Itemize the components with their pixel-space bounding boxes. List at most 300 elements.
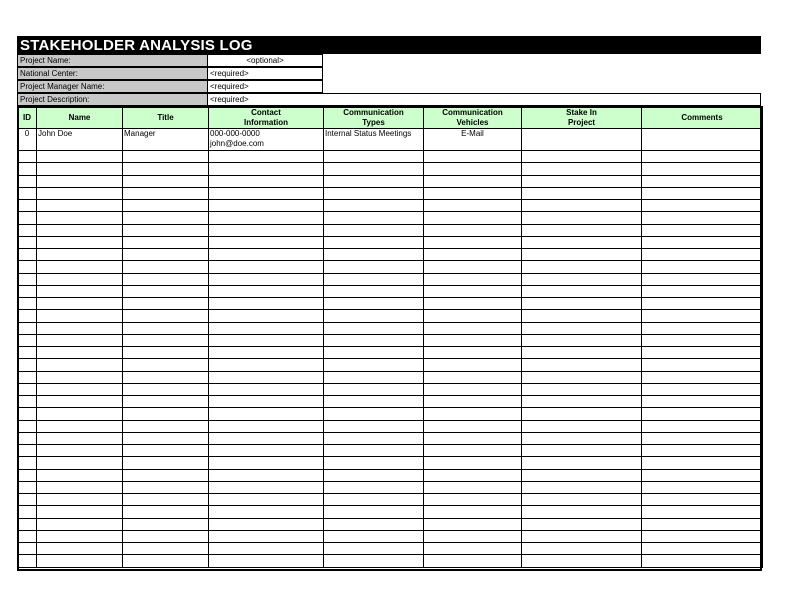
table-cell[interactable] [18, 261, 37, 273]
table-cell[interactable] [424, 298, 522, 310]
table-cell[interactable] [37, 408, 123, 420]
table-cell[interactable] [37, 224, 123, 236]
table-cell[interactable] [324, 310, 424, 322]
table-cell[interactable] [209, 481, 324, 493]
table-cell[interactable] [123, 236, 209, 248]
table-cell[interactable] [424, 383, 522, 395]
table-cell[interactable] [209, 187, 324, 199]
national-center-label: National Center: [17, 67, 208, 80]
table-cell[interactable] [18, 273, 37, 285]
table-cell[interactable] [37, 298, 123, 310]
table-cell[interactable] [209, 494, 324, 506]
cell-id[interactable]: 0 [18, 129, 37, 151]
table-cell[interactable] [522, 334, 642, 346]
table-cell[interactable] [123, 212, 209, 224]
header-stake-in-project: Stake In Project [522, 107, 642, 129]
project-name-field[interactable]: <optional> [207, 54, 323, 67]
table-cell[interactable] [424, 555, 522, 567]
table-cell[interactable] [324, 334, 424, 346]
table-cell[interactable] [642, 518, 763, 530]
table-cell[interactable] [209, 322, 324, 334]
table-cell[interactable] [18, 236, 37, 248]
table-cell[interactable] [123, 163, 209, 175]
table-cell[interactable] [642, 285, 763, 297]
table-row [18, 543, 763, 555]
table-cell[interactable] [123, 420, 209, 432]
table-cell[interactable] [18, 187, 37, 199]
table-cell[interactable] [522, 530, 642, 542]
table-cell[interactable] [424, 530, 522, 542]
table-cell[interactable] [18, 322, 37, 334]
table-cell[interactable] [642, 151, 763, 163]
table-cell[interactable] [123, 175, 209, 187]
table-cell[interactable] [324, 457, 424, 469]
table-cell[interactable] [37, 273, 123, 285]
table-row [18, 224, 763, 236]
table-cell[interactable] [37, 543, 123, 555]
table-cell[interactable] [324, 518, 424, 530]
table-cell[interactable] [123, 506, 209, 518]
table-cell[interactable] [123, 371, 209, 383]
table-cell[interactable] [209, 506, 324, 518]
table-cell[interactable] [324, 236, 424, 248]
table-cell[interactable] [522, 457, 642, 469]
table-cell[interactable] [642, 506, 763, 518]
table-row [18, 518, 763, 530]
table-cell[interactable] [37, 163, 123, 175]
table-cell[interactable] [522, 151, 642, 163]
table-cell[interactable] [324, 396, 424, 408]
table-cell[interactable] [18, 310, 37, 322]
table-cell[interactable] [522, 371, 642, 383]
table-cell[interactable] [37, 383, 123, 395]
table-cell[interactable] [522, 249, 642, 261]
table-cell[interactable] [209, 420, 324, 432]
table-cell[interactable] [209, 224, 324, 236]
table-cell[interactable] [18, 506, 37, 518]
table-cell[interactable] [123, 359, 209, 371]
table-row [18, 298, 763, 310]
table-cell[interactable] [324, 200, 424, 212]
table-cell[interactable] [18, 530, 37, 542]
table-cell[interactable] [642, 555, 763, 567]
table-cell[interactable] [642, 212, 763, 224]
table-cell[interactable] [324, 212, 424, 224]
cell-stake[interactable] [522, 129, 642, 151]
table-cell[interactable] [642, 530, 763, 542]
table-cell[interactable] [324, 420, 424, 432]
table-cell[interactable] [324, 506, 424, 518]
table-cell[interactable] [37, 334, 123, 346]
table-cell[interactable] [642, 457, 763, 469]
table-cell[interactable] [522, 187, 642, 199]
table-cell[interactable] [522, 347, 642, 359]
table-cell[interactable] [209, 518, 324, 530]
table-cell[interactable] [123, 187, 209, 199]
table-cell[interactable] [642, 261, 763, 273]
table-cell[interactable] [18, 334, 37, 346]
table-cell[interactable] [642, 420, 763, 432]
table-cell[interactable] [123, 481, 209, 493]
table-cell[interactable] [123, 396, 209, 408]
table-cell[interactable] [37, 420, 123, 432]
table-cell[interactable] [123, 151, 209, 163]
table-cell[interactable] [522, 420, 642, 432]
table-cell[interactable] [37, 151, 123, 163]
table-cell[interactable] [37, 187, 123, 199]
table-cell[interactable] [123, 408, 209, 420]
table-row [18, 285, 763, 297]
table-row [18, 322, 763, 334]
table-cell[interactable] [642, 175, 763, 187]
table-cell[interactable] [642, 481, 763, 493]
table-cell[interactable] [123, 383, 209, 395]
table-cell[interactable] [18, 249, 37, 261]
table-cell[interactable] [324, 383, 424, 395]
table-cell[interactable] [123, 347, 209, 359]
table-cell[interactable] [123, 445, 209, 457]
table-cell[interactable] [37, 494, 123, 506]
table-cell[interactable] [424, 494, 522, 506]
cell-name[interactable]: John Doe [37, 129, 123, 151]
table-cell[interactable] [642, 469, 763, 481]
table-cell[interactable] [37, 322, 123, 334]
table-cell[interactable] [522, 432, 642, 444]
project-manager-field[interactable]: <required> [207, 80, 323, 93]
table-cell[interactable] [424, 151, 522, 163]
table-cell[interactable] [324, 187, 424, 199]
table-cell[interactable] [209, 175, 324, 187]
table-cell[interactable] [37, 359, 123, 371]
table-cell[interactable] [424, 249, 522, 261]
table-cell[interactable] [209, 163, 324, 175]
table-cell[interactable] [37, 212, 123, 224]
table-cell[interactable] [522, 273, 642, 285]
table-cell[interactable] [522, 494, 642, 506]
table-cell[interactable] [209, 530, 324, 542]
table-cell[interactable] [424, 347, 522, 359]
table-cell[interactable] [123, 285, 209, 297]
table-cell[interactable] [642, 236, 763, 248]
table-cell[interactable] [123, 298, 209, 310]
table-cell[interactable] [123, 261, 209, 273]
table-cell[interactable] [18, 371, 37, 383]
table-cell[interactable] [642, 224, 763, 236]
table-cell[interactable] [424, 469, 522, 481]
table-cell[interactable] [209, 151, 324, 163]
table-cell[interactable] [642, 494, 763, 506]
table-cell[interactable] [324, 371, 424, 383]
cell-comm-types[interactable]: Internal Status Meetings [324, 129, 424, 151]
table-cell[interactable] [18, 432, 37, 444]
table-cell[interactable] [209, 236, 324, 248]
table-cell[interactable] [642, 383, 763, 395]
table-cell[interactable] [37, 481, 123, 493]
table-cell[interactable] [424, 420, 522, 432]
table-cell[interactable] [37, 310, 123, 322]
table-cell[interactable] [424, 543, 522, 555]
table-cell[interactable] [642, 445, 763, 457]
table-cell[interactable] [522, 396, 642, 408]
table-cell[interactable] [37, 347, 123, 359]
table-cell[interactable] [642, 249, 763, 261]
table-cell[interactable] [522, 555, 642, 567]
header-name: Name [37, 107, 123, 129]
table-cell[interactable] [522, 359, 642, 371]
table-cell[interactable] [324, 273, 424, 285]
table-cell[interactable] [642, 359, 763, 371]
table-cell[interactable] [522, 408, 642, 420]
table-cell[interactable] [324, 481, 424, 493]
cell-comments[interactable] [642, 129, 763, 151]
table-cell[interactable] [522, 175, 642, 187]
table-cell[interactable] [424, 285, 522, 297]
table-cell[interactable] [424, 236, 522, 248]
table-cell[interactable] [18, 212, 37, 224]
table-cell[interactable] [522, 163, 642, 175]
table-cell[interactable] [522, 200, 642, 212]
table-cell[interactable] [37, 506, 123, 518]
table-cell[interactable] [37, 236, 123, 248]
table-cell[interactable] [37, 249, 123, 261]
table-cell[interactable] [123, 310, 209, 322]
table-cell[interactable] [522, 383, 642, 395]
table-cell[interactable] [324, 408, 424, 420]
table-cell[interactable] [424, 506, 522, 518]
table-cell[interactable] [18, 420, 37, 432]
table-cell[interactable] [522, 310, 642, 322]
table-cell[interactable] [424, 163, 522, 175]
table-cell[interactable] [642, 347, 763, 359]
table-cell[interactable] [424, 322, 522, 334]
table-cell[interactable] [37, 469, 123, 481]
table-cell[interactable] [209, 273, 324, 285]
table-cell[interactable] [324, 530, 424, 542]
table-cell[interactable] [522, 322, 642, 334]
table-cell[interactable] [324, 555, 424, 567]
table-cell[interactable] [123, 518, 209, 530]
table-cell[interactable] [123, 273, 209, 285]
table-cell[interactable] [18, 457, 37, 469]
cell-title[interactable]: Manager [123, 129, 209, 151]
table-cell[interactable] [37, 371, 123, 383]
header-communication-vehicles: Communication Vehicles [424, 107, 522, 129]
table-cell[interactable] [642, 298, 763, 310]
table-cell[interactable] [424, 212, 522, 224]
table-cell[interactable] [37, 285, 123, 297]
table-cell[interactable] [18, 359, 37, 371]
table-cell[interactable] [522, 469, 642, 481]
national-center-field[interactable]: <required> [207, 67, 323, 80]
table-cell[interactable] [37, 432, 123, 444]
table-cell[interactable] [37, 396, 123, 408]
table-cell[interactable] [123, 543, 209, 555]
table-cell[interactable] [209, 285, 324, 297]
table-cell[interactable] [18, 518, 37, 530]
table-row [18, 432, 763, 444]
table-cell[interactable] [209, 408, 324, 420]
table-cell[interactable] [37, 445, 123, 457]
table-cell[interactable] [37, 200, 123, 212]
table-cell[interactable] [18, 543, 37, 555]
table-cell[interactable] [424, 396, 522, 408]
table-cell[interactable] [324, 261, 424, 273]
table-cell[interactable] [522, 236, 642, 248]
table-cell[interactable] [522, 285, 642, 297]
table-cell[interactable] [522, 261, 642, 273]
table-cell[interactable] [209, 261, 324, 273]
table-cell[interactable] [324, 175, 424, 187]
table-cell[interactable] [424, 175, 522, 187]
header-communication-types: Communication Types [324, 107, 424, 129]
table-cell[interactable] [642, 408, 763, 420]
table-cell[interactable] [18, 298, 37, 310]
table-cell[interactable] [642, 432, 763, 444]
table-cell[interactable] [123, 249, 209, 261]
table-cell[interactable] [424, 518, 522, 530]
table-cell[interactable] [424, 224, 522, 236]
table-cell[interactable] [522, 298, 642, 310]
table-cell[interactable] [209, 457, 324, 469]
table-cell[interactable] [123, 457, 209, 469]
table-cell[interactable] [209, 543, 324, 555]
table-cell[interactable] [642, 543, 763, 555]
table-cell[interactable] [209, 371, 324, 383]
cell-contact[interactable] [209, 129, 324, 151]
table-cell[interactable] [209, 396, 324, 408]
table-cell[interactable] [18, 494, 37, 506]
table-cell[interactable] [123, 555, 209, 567]
table-cell[interactable] [424, 481, 522, 493]
table-cell[interactable] [424, 334, 522, 346]
table-cell[interactable] [18, 347, 37, 359]
table-cell[interactable] [324, 359, 424, 371]
table-cell[interactable] [18, 163, 37, 175]
table-cell[interactable] [324, 347, 424, 359]
table-row [18, 212, 763, 224]
table-cell[interactable] [324, 285, 424, 297]
table-cell[interactable] [209, 445, 324, 457]
table-cell[interactable] [642, 187, 763, 199]
table-row [18, 359, 763, 371]
table-cell[interactable] [642, 310, 763, 322]
header-comments: Comments [642, 107, 763, 129]
table-cell[interactable] [123, 334, 209, 346]
table-cell[interactable] [642, 396, 763, 408]
table-cell[interactable] [37, 530, 123, 542]
table-cell[interactable] [324, 494, 424, 506]
table-cell[interactable] [324, 298, 424, 310]
table-cell[interactable] [209, 359, 324, 371]
table-cell[interactable] [424, 187, 522, 199]
table-cell[interactable] [209, 432, 324, 444]
table-cell[interactable] [18, 224, 37, 236]
table-cell[interactable] [123, 432, 209, 444]
table-cell[interactable] [424, 310, 522, 322]
table-cell[interactable] [18, 285, 37, 297]
table-cell[interactable] [18, 481, 37, 493]
table-cell[interactable] [37, 518, 123, 530]
table-cell[interactable] [18, 555, 37, 567]
table-cell[interactable] [424, 273, 522, 285]
table-cell[interactable] [18, 396, 37, 408]
table-cell[interactable] [642, 371, 763, 383]
table-cell[interactable] [324, 322, 424, 334]
table-cell[interactable] [324, 432, 424, 444]
table-cell[interactable] [123, 469, 209, 481]
table-cell[interactable] [37, 457, 123, 469]
table-cell[interactable] [522, 481, 642, 493]
table-cell[interactable] [209, 347, 324, 359]
table-cell[interactable] [642, 163, 763, 175]
table-cell[interactable] [18, 200, 37, 212]
table-cell[interactable] [18, 383, 37, 395]
table-cell[interactable] [424, 457, 522, 469]
table-cell[interactable] [18, 175, 37, 187]
table-cell[interactable] [209, 383, 324, 395]
table-cell[interactable] [424, 432, 522, 444]
table-cell[interactable] [209, 555, 324, 567]
project-description-field[interactable]: <required> [207, 93, 761, 106]
table-cell[interactable] [123, 530, 209, 542]
table-cell[interactable] [424, 371, 522, 383]
table-cell[interactable] [123, 322, 209, 334]
table-cell[interactable] [209, 212, 324, 224]
table-cell[interactable] [522, 445, 642, 457]
table-cell[interactable] [324, 163, 424, 175]
table-cell[interactable] [522, 212, 642, 224]
table-cell[interactable] [123, 494, 209, 506]
table-cell[interactable] [424, 200, 522, 212]
table-cell[interactable] [209, 200, 324, 212]
table-cell[interactable] [18, 469, 37, 481]
table-cell[interactable] [522, 224, 642, 236]
table-cell[interactable] [424, 261, 522, 273]
table-cell[interactable] [424, 408, 522, 420]
cell-comm-vehicles[interactable]: E-Mail [424, 129, 522, 151]
table-cell[interactable] [123, 200, 209, 212]
table-cell[interactable] [642, 334, 763, 346]
table-cell[interactable] [642, 322, 763, 334]
table-cell[interactable] [642, 273, 763, 285]
table-cell[interactable] [424, 359, 522, 371]
table-cell[interactable] [522, 543, 642, 555]
table-cell[interactable] [123, 224, 209, 236]
table-cell[interactable] [324, 543, 424, 555]
table-cell[interactable] [209, 334, 324, 346]
table-cell[interactable] [424, 445, 522, 457]
table-cell[interactable] [324, 249, 424, 261]
table-cell[interactable] [209, 310, 324, 322]
table-cell[interactable] [324, 224, 424, 236]
table-cell[interactable] [18, 151, 37, 163]
table-cell[interactable] [209, 249, 324, 261]
table-cell[interactable] [642, 200, 763, 212]
table-cell[interactable] [37, 261, 123, 273]
table-cell[interactable] [522, 518, 642, 530]
table-cell[interactable] [209, 298, 324, 310]
table-cell[interactable] [37, 555, 123, 567]
table-cell[interactable] [324, 469, 424, 481]
project-name-row [17, 54, 323, 67]
table-cell[interactable] [37, 175, 123, 187]
table-cell[interactable] [18, 408, 37, 420]
table-cell[interactable] [522, 506, 642, 518]
table-cell[interactable] [209, 469, 324, 481]
table-cell[interactable] [324, 151, 424, 163]
table-cell[interactable] [324, 445, 424, 457]
table-cell[interactable] [18, 445, 37, 457]
